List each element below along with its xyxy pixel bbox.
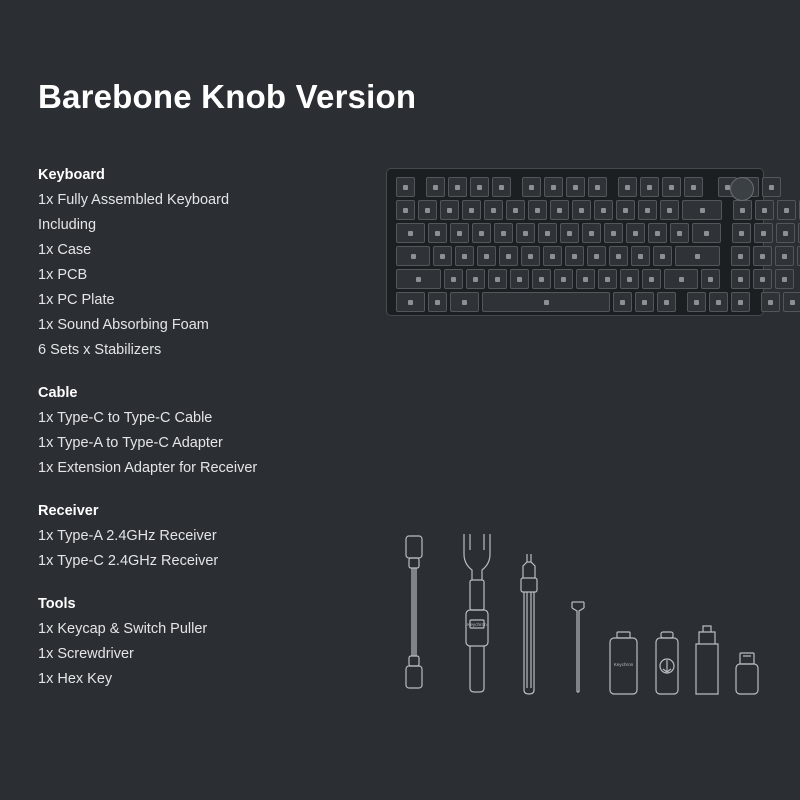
- spec-group-heading: Keyboard: [38, 167, 105, 183]
- spec-line: 1x Type-C to Type-C Cable: [38, 410, 213, 426]
- key: [448, 177, 467, 197]
- key: [521, 246, 540, 266]
- key: [426, 177, 445, 197]
- key-tab: [396, 223, 425, 243]
- key-left-arrow: [687, 292, 706, 312]
- keyboard-row-caps: [396, 246, 754, 266]
- key: [616, 200, 635, 220]
- key: [506, 200, 525, 220]
- key: [626, 223, 645, 243]
- spec-line: 6 Sets x Stabilizers: [38, 342, 162, 358]
- key-enter: [675, 246, 720, 266]
- key: [640, 177, 659, 197]
- key-left-ctrl: [396, 292, 425, 312]
- key: [450, 223, 469, 243]
- keyboard-row-bottom: [396, 292, 754, 312]
- usb-a-receiver-icon: [736, 653, 758, 694]
- spec-list: [38, 163, 368, 692]
- spec-line: 1x Type-C 2.4GHz Receiver: [38, 553, 219, 569]
- key: [455, 246, 474, 266]
- key: [776, 223, 795, 243]
- key: [492, 177, 511, 197]
- key: [594, 200, 613, 220]
- key-down-arrow: [709, 292, 728, 312]
- spec-line: 1x Sound Absorbing Foam: [38, 317, 209, 333]
- keyboard-row-shift: [396, 269, 754, 289]
- key: [684, 177, 703, 197]
- key: [572, 200, 591, 220]
- keyboard-row-function: [396, 177, 754, 197]
- type-c-cable-icon: [406, 536, 422, 688]
- key: [753, 269, 772, 289]
- key: [444, 269, 463, 289]
- key: [783, 292, 800, 312]
- key-left-win: [428, 292, 447, 312]
- key: [762, 177, 781, 197]
- spec-group-tools: [38, 592, 368, 692]
- key-backslash: [692, 223, 721, 243]
- key: [566, 177, 585, 197]
- type-a-to-type-c-adapter-icon: [696, 626, 718, 694]
- key: [516, 223, 535, 243]
- key: [609, 246, 628, 266]
- spec-group-heading: Cable: [38, 385, 78, 401]
- key: [433, 246, 452, 266]
- accessories-illustration: [386, 520, 766, 720]
- key: [470, 177, 489, 197]
- extension-adapter-brand-label: Keychron: [613, 662, 634, 667]
- key: [598, 269, 617, 289]
- key-left-alt: [450, 292, 479, 312]
- key: [428, 223, 447, 243]
- key: [560, 223, 579, 243]
- key: [528, 200, 547, 220]
- key-fn: [635, 292, 654, 312]
- key-up-arrow: [701, 269, 720, 289]
- key: [484, 200, 503, 220]
- key: [396, 200, 415, 220]
- spec-line: 1x Screwdriver: [38, 646, 134, 662]
- key: [604, 223, 623, 243]
- key: [477, 246, 496, 266]
- key: [532, 269, 551, 289]
- key-right-shift: [664, 269, 698, 289]
- key: [418, 200, 437, 220]
- key: [648, 223, 667, 243]
- key: [499, 246, 518, 266]
- spec-line: Including: [38, 217, 97, 233]
- keyboard-illustration: [386, 168, 764, 316]
- spec-group-cable: [38, 381, 368, 481]
- spec-line: 1x Type-A to Type-C Adapter: [38, 435, 223, 451]
- key: [565, 246, 584, 266]
- key: [755, 200, 774, 220]
- key: [396, 177, 415, 197]
- spec-group-heading: Tools: [38, 596, 76, 612]
- spec-line: 1x Fully Assembled Keyboard: [38, 192, 230, 208]
- key: [618, 177, 637, 197]
- keyboard-row-numbers: [396, 200, 754, 220]
- key: [544, 177, 563, 197]
- key: [733, 200, 752, 220]
- spec-line: 1x PC Plate: [38, 292, 115, 308]
- key: [662, 177, 681, 197]
- key: [510, 269, 529, 289]
- rotary-knob: [730, 177, 754, 201]
- hex-key-icon: [572, 602, 584, 692]
- spec-group-receiver: [38, 499, 368, 574]
- key: [631, 246, 650, 266]
- key: [582, 223, 601, 243]
- key-space: [482, 292, 610, 312]
- key: [731, 269, 750, 289]
- key: [732, 223, 751, 243]
- key: [753, 246, 772, 266]
- screwdriver-icon: [521, 554, 537, 694]
- key: [466, 269, 485, 289]
- key: [638, 200, 657, 220]
- keyboard-row-tab: [396, 223, 754, 243]
- spec-line: 1x Hex Key: [38, 671, 113, 687]
- page-title: Barebone Knob Version: [38, 78, 417, 115]
- key-backspace: [682, 200, 722, 220]
- key: [576, 269, 595, 289]
- spec-group-keyboard: [38, 163, 368, 363]
- key: [472, 223, 491, 243]
- key: [550, 200, 569, 220]
- key-left-shift: [396, 269, 441, 289]
- key: [554, 269, 573, 289]
- spec-line: 1x PCB: [38, 267, 88, 283]
- key: [488, 269, 507, 289]
- key: [462, 200, 481, 220]
- key-caps-lock: [396, 246, 430, 266]
- spec-line: 1x Type-A 2.4GHz Receiver: [38, 528, 217, 544]
- key: [440, 200, 459, 220]
- key: [494, 223, 513, 243]
- key: [775, 269, 794, 289]
- key: [660, 200, 679, 220]
- key-right-ctrl: [657, 292, 676, 312]
- key-right-arrow: [731, 292, 750, 312]
- extension-adapter-icon: [610, 632, 637, 694]
- key: [670, 223, 689, 243]
- key: [538, 223, 557, 243]
- spec-line: 1x Case: [38, 242, 92, 258]
- usb-c-receiver-icon: [656, 632, 678, 694]
- puller-brand-label: Keychron: [467, 622, 487, 627]
- spec-group-heading: Receiver: [38, 503, 99, 519]
- key: [761, 292, 780, 312]
- key: [653, 246, 672, 266]
- key-right-alt: [613, 292, 632, 312]
- key: [777, 200, 796, 220]
- key: [620, 269, 639, 289]
- key: [731, 246, 750, 266]
- key: [588, 177, 607, 197]
- key: [642, 269, 661, 289]
- key: [522, 177, 541, 197]
- key: [543, 246, 562, 266]
- key: [754, 223, 773, 243]
- key: [587, 246, 606, 266]
- spec-line: 1x Keycap & Switch Puller: [38, 621, 208, 637]
- keycap-switch-puller-icon: [464, 534, 490, 692]
- key: [775, 246, 794, 266]
- spec-line: 1x Extension Adapter for Receiver: [38, 460, 258, 476]
